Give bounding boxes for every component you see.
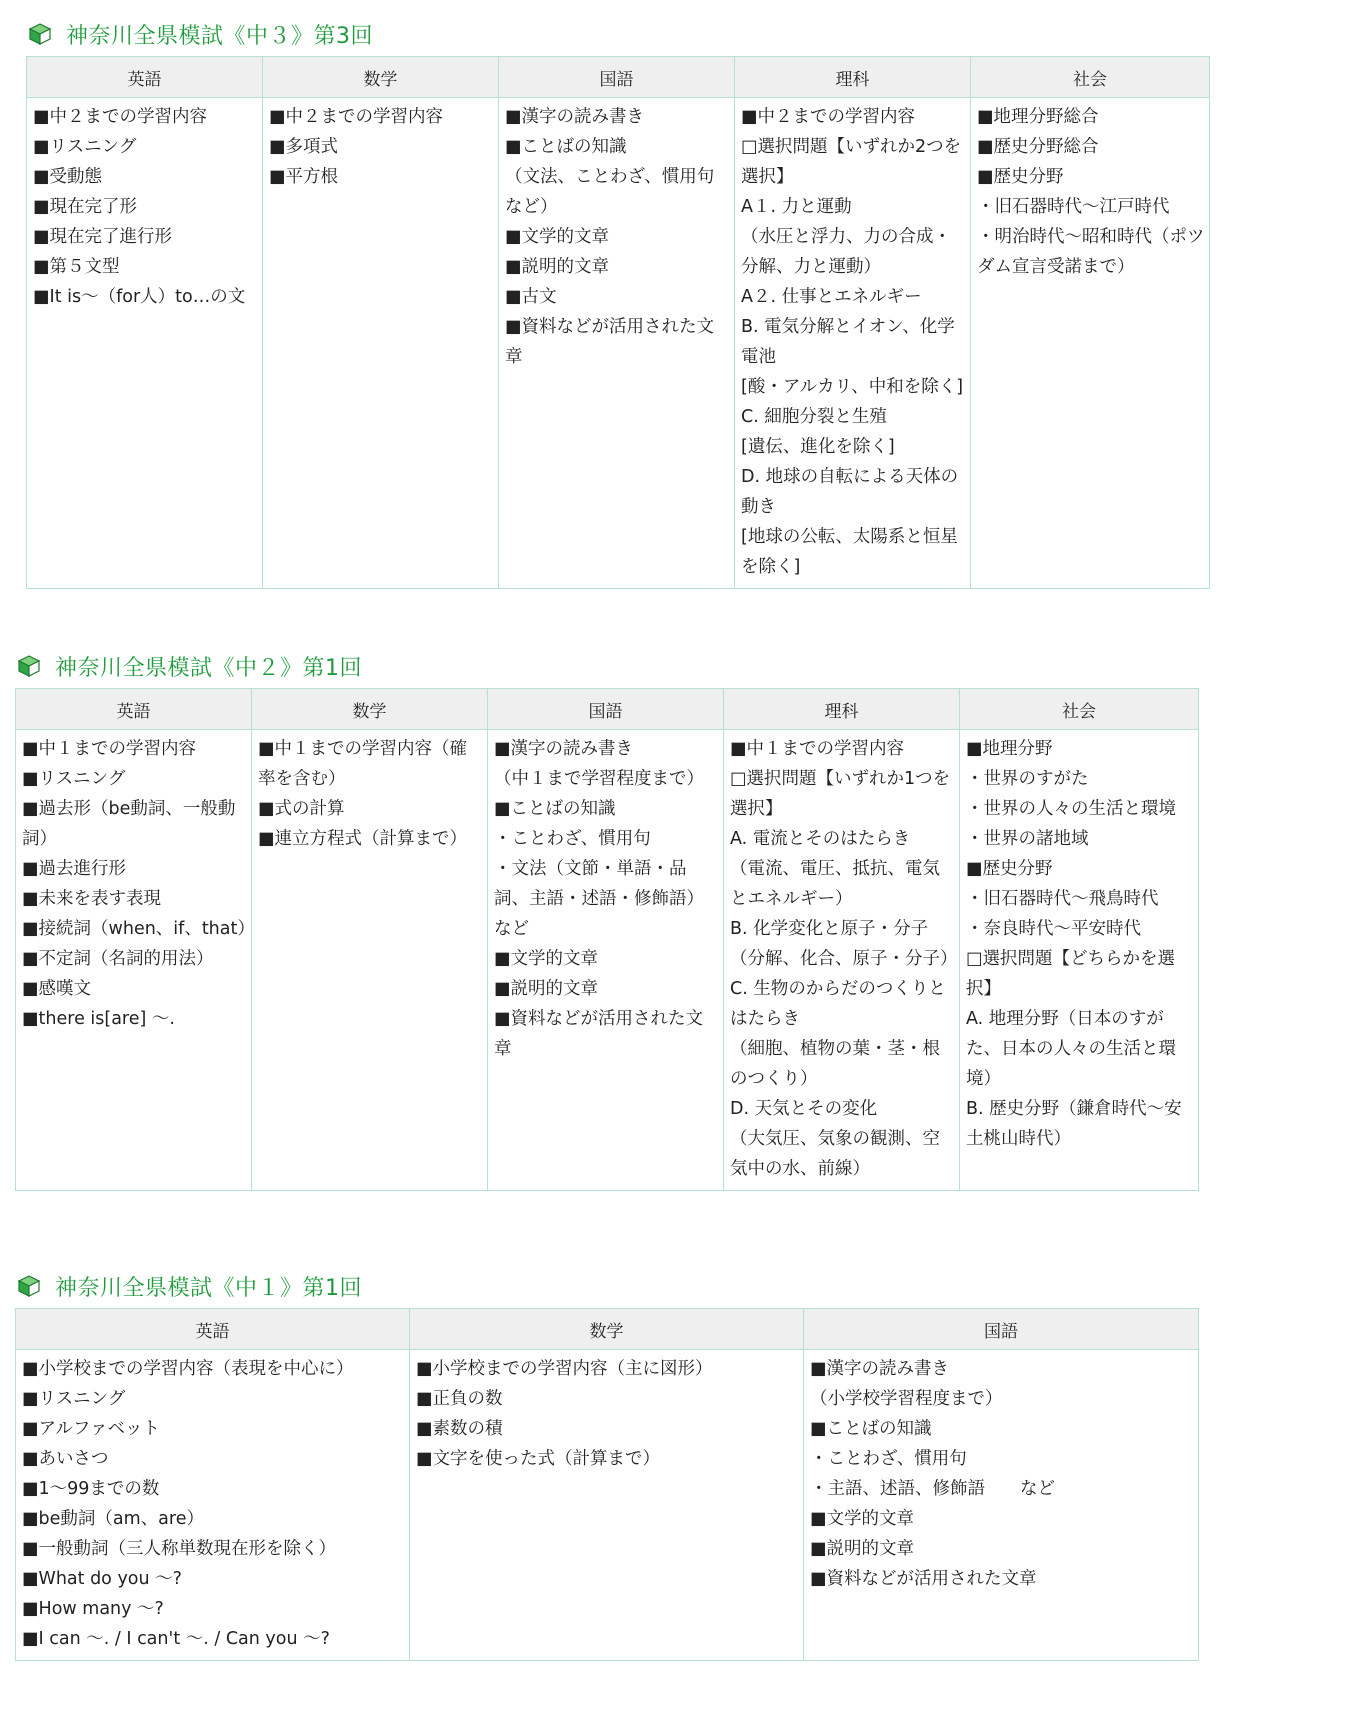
- list-item: ・ことわざ、慣用句: [494, 829, 651, 849]
- list-item: ■現在完了進行形: [33, 227, 173, 247]
- exam-section-chu2: [15, 648, 1199, 1191]
- table-row: [27, 98, 1210, 589]
- section-title: [26, 16, 1210, 52]
- list-item: ■I can ～. / I can't ～. / Can you ～?: [22, 1629, 330, 1649]
- header-japanese: 国語: [499, 57, 735, 98]
- list-item: ■文学的文章: [494, 949, 599, 969]
- list-item: ・明治時代～昭和時代（ポツダム宣言受諾まで）: [977, 227, 1205, 277]
- list-item: ■説明的文章: [505, 257, 610, 277]
- header-english: 英語: [16, 689, 252, 730]
- list-item: [地球の公転、太陽系と恒星を除く]: [741, 527, 958, 577]
- list-item: ・世界の諸地域: [966, 829, 1089, 849]
- list-item: C. 生物のからだのつくりとはたらき: [730, 979, 946, 1029]
- list-item: A. 電流とそのはたらき: [730, 829, 911, 849]
- list-item: ■be動詞（am、are）: [22, 1509, 204, 1529]
- header-english: 英語: [27, 57, 263, 98]
- list-item: B. 歴史分野（鎌倉時代～安土桃山時代）: [966, 1099, 1182, 1149]
- list-item: ■ことばの知識: [505, 137, 627, 157]
- cell-english: [16, 730, 255, 1191]
- header-social: 社会: [960, 689, 1199, 730]
- list-item: ■一般動詞（三人称単数現在形を除く）: [22, 1539, 337, 1559]
- list-item: ■第５文型: [33, 257, 120, 277]
- list-item: ■リスニング: [22, 769, 126, 789]
- list-item: D. 天気とその変化: [730, 1099, 878, 1119]
- section-title-text: 神奈川全県模試《中２》第1回: [55, 655, 362, 681]
- list-item: ・旧石器時代～飛鳥時代: [966, 889, 1159, 909]
- list-item: ■ことばの知識: [494, 799, 616, 819]
- cell-math: [410, 1350, 804, 1661]
- cell-japanese: [488, 730, 724, 1191]
- list-item: A. 地理分野（日本のすがた、日本の人々の生活と環境）: [966, 1009, 1176, 1089]
- list-item: [酸・アルカリ、中和を除く]: [741, 377, 964, 397]
- list-item: ■過去進行形: [22, 859, 127, 879]
- list-item: ■不定詞（名詞的用法）: [22, 949, 214, 969]
- header-math: 数学: [263, 57, 499, 98]
- cube-icon: [28, 22, 52, 46]
- section-title: [15, 648, 1199, 684]
- list-item: （小学校学習程度まで）: [810, 1389, 1003, 1409]
- list-item: B. 電気分解とイオン、化学電池: [741, 317, 955, 367]
- list-item: ■地理分野: [966, 739, 1053, 759]
- list-item: ■中１までの学習内容: [22, 739, 197, 759]
- list-item: □選択問題【いずれか2つを選択】: [741, 137, 962, 187]
- list-item: ■漢字の読み書き: [494, 739, 634, 759]
- list-item: ■接続詞（when、if、that）: [22, 919, 255, 939]
- list-item: ■古文: [505, 287, 557, 307]
- cell-social: [971, 98, 1210, 589]
- list-item: ■歴史分野総合: [977, 137, 1099, 157]
- list-item: ■中１までの学習内容（確率を含む）: [258, 739, 468, 789]
- cell-math: [263, 98, 499, 589]
- list-item: ■How many ～?: [22, 1599, 164, 1619]
- list-item: ■過去形（be動詞、一般動詞）: [22, 799, 236, 849]
- section-title: [15, 1268, 1199, 1304]
- list-item: （電流、電圧、抵抗、電気とエネルギー）: [730, 859, 940, 909]
- cell-social: [960, 730, 1199, 1191]
- table-row: [16, 1350, 1199, 1661]
- cell-english: [27, 98, 263, 589]
- list-item: ■中２までの学習内容: [741, 107, 916, 127]
- list-item: [遺伝、進化を除く]: [741, 437, 895, 457]
- list-item: ■文学的文章: [810, 1509, 915, 1529]
- header-japanese: 国語: [488, 689, 724, 730]
- cell-japanese: [499, 98, 735, 589]
- list-item: ■中２までの学習内容: [269, 107, 444, 127]
- list-item: （大気圧、気象の観測、空気中の水、前線）: [730, 1129, 940, 1179]
- list-item: ■歴史分野: [977, 167, 1064, 187]
- header-social: 社会: [971, 57, 1210, 98]
- header-science: 理科: [735, 57, 971, 98]
- list-item: ・ことわざ、慣用句: [810, 1449, 967, 1469]
- list-item: □選択問題【どちらかを選択】: [966, 949, 1176, 999]
- cell-math: [252, 730, 488, 1191]
- header-math: 数学: [410, 1309, 804, 1350]
- exam-table: [15, 1308, 1199, 1661]
- list-item: ■平方根: [269, 167, 339, 187]
- list-item: （分解、化合、原子・分子）: [730, 949, 958, 969]
- list-item: ■小学校までの学習内容（表現を中心に）: [22, 1359, 354, 1379]
- header-math: 数学: [252, 689, 488, 730]
- list-item: ■資料などが活用された文章: [810, 1569, 1037, 1589]
- cube-icon: [17, 1274, 41, 1298]
- list-item: ・文法（文節・単語・品詞、主語・述語・修飾語）など: [494, 859, 704, 939]
- cube-icon: [17, 654, 41, 678]
- list-item: ■あいさつ: [22, 1449, 109, 1469]
- list-item: ■説明的文章: [810, 1539, 915, 1559]
- list-item: ■歴史分野: [966, 859, 1053, 879]
- list-item: ■アルファベット: [22, 1419, 160, 1439]
- cell-science: [735, 98, 971, 589]
- list-item: ・旧石器時代～江戸時代: [977, 197, 1170, 217]
- cell-science: [724, 730, 960, 1191]
- cell-japanese: [804, 1350, 1199, 1661]
- list-item: ■there is[are] ～.: [22, 1009, 175, 1029]
- list-item: ■What do you ～?: [22, 1569, 182, 1589]
- header-english: 英語: [16, 1309, 410, 1350]
- table-header-row: [16, 689, 1199, 730]
- list-item: ■正負の数: [416, 1389, 503, 1409]
- exam-table: [15, 688, 1199, 1191]
- list-item: D. 地球の自転による天体の動き: [741, 467, 959, 517]
- header-japanese: 国語: [804, 1309, 1199, 1350]
- list-item: ■リスニング: [33, 137, 137, 157]
- list-item: ■感嘆文: [22, 979, 92, 999]
- list-item: B. 化学変化と原子・分子: [730, 919, 929, 939]
- list-item: ■素数の積: [416, 1419, 503, 1439]
- list-item: ・世界の人々の生活と環境: [966, 799, 1176, 819]
- table-header-row: [16, 1309, 1199, 1350]
- list-item: （中１まで学習程度まで）: [494, 769, 704, 789]
- list-item: ■小学校までの学習内容（主に図形）: [416, 1359, 713, 1379]
- list-item: ■資料などが活用された文章: [494, 1009, 704, 1059]
- header-science: 理科: [724, 689, 960, 730]
- table-row: [16, 730, 1199, 1191]
- list-item: ■It is～（for人）to…の文: [33, 287, 246, 307]
- list-item: ■未来を表す表現: [22, 889, 162, 909]
- list-item: （文法、ことわざ、慣用句など）: [505, 167, 715, 217]
- list-item: ・主語、述語、修飾語 など: [810, 1479, 1055, 1499]
- list-item: ■資料などが活用された文章: [505, 317, 715, 367]
- exam-table: [26, 56, 1210, 589]
- list-item: ■中１までの学習内容: [730, 739, 905, 759]
- table-header-row: [27, 57, 1210, 98]
- list-item: ■1～99までの数: [22, 1479, 160, 1499]
- section-title-text: 神奈川全県模試《中１》第1回: [55, 1275, 362, 1301]
- list-item: □選択問題【いずれか1つを選択】: [730, 769, 951, 819]
- list-item: ■現在完了形: [33, 197, 138, 217]
- list-item: ・奈良時代～平安時代: [966, 919, 1141, 939]
- list-item: ■地理分野総合: [977, 107, 1099, 127]
- list-item: ■多項式: [269, 137, 339, 157]
- list-item: ■中２までの学習内容: [33, 107, 208, 127]
- list-item: A２. 仕事とエネルギー: [741, 287, 922, 307]
- list-item: ■文字を使った式（計算まで）: [416, 1449, 661, 1469]
- list-item: ・世界のすがた: [966, 769, 1089, 789]
- list-item: C. 細胞分裂と生殖: [741, 407, 887, 427]
- cell-english: [16, 1350, 410, 1661]
- list-item: ■受動態: [33, 167, 103, 187]
- list-item: ■文学的文章: [505, 227, 610, 247]
- list-item: ■式の計算: [258, 799, 345, 819]
- list-item: ■説明的文章: [494, 979, 599, 999]
- list-item: ■漢字の読み書き: [505, 107, 645, 127]
- list-item: ■ことばの知識: [810, 1419, 932, 1439]
- list-item: A１. 力と運動: [741, 197, 852, 217]
- section-title-text: 神奈川全県模試《中３》第3回: [66, 23, 373, 49]
- list-item: （細胞、植物の葉・茎・根のつくり）: [730, 1039, 940, 1089]
- list-item: （水圧と浮力、力の合成・分解、力と運動）: [741, 227, 951, 277]
- exam-section-chu1: [15, 1268, 1199, 1661]
- list-item: ■連立方程式（計算まで）: [258, 829, 468, 849]
- exam-section-chu3: [26, 16, 1210, 589]
- list-item: ■漢字の読み書き: [810, 1359, 950, 1379]
- list-item: ■リスニング: [22, 1389, 126, 1409]
